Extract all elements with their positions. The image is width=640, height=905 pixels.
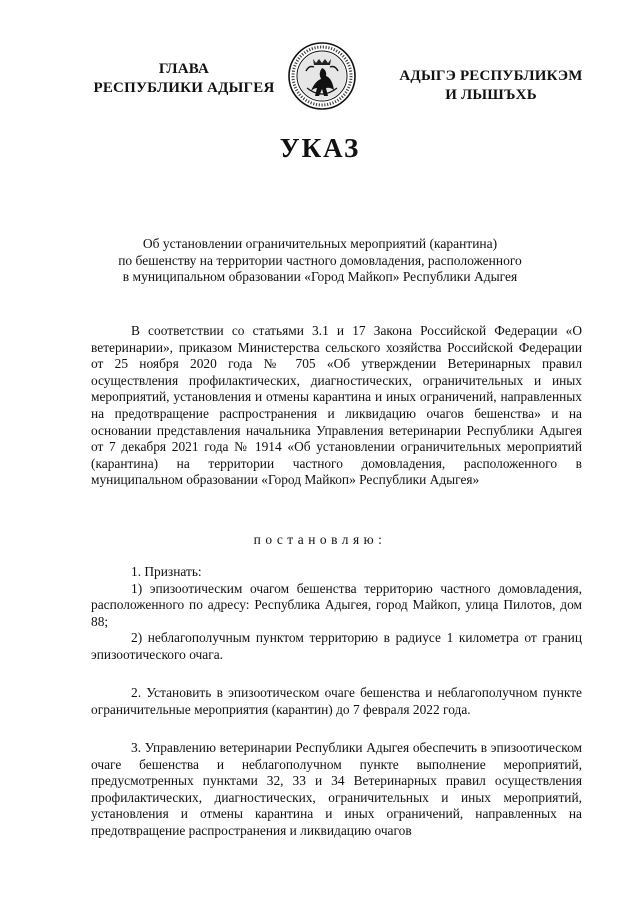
document-title: УКАЗ	[279, 133, 361, 163]
header-left-line2: РЕСПУБЛИКИ АДЫГЕЯ	[93, 80, 275, 96]
header-left-line1: ГЛАВА	[158, 61, 210, 77]
preamble-paragraph: В соответствии со статьями 3.1 и 17 Закона Российской Федерации «О ветеринарии», приказом Министерства сельского хозяйства Российской Федерации от 25 ноября 2020 года № 705 «Об утверждении Ветеринарных правил осуществления профилактических, диагностических, ограничительных и иных мероприятий, установления и отмены карантина и иных ограничений, направленных на предотвращение распространения и ликвидацию очагов бешенства» и на основании представления начальника Управления ветеринарии Республики Адыгея от 7 декабря 2021 года № 1914 «Об установлении ограничительных мероприятий (карантина) на территории частного домовладения, расположенного в муниципальном образовании «Город Майкоп» Республики Адыгея»	[91, 323, 582, 488]
preamble-block	[91, 323, 582, 489]
coat-of-arms-icon	[287, 41, 357, 111]
item-1	[91, 564, 582, 664]
subject-line-1: Об установлении ограничительных мероприятий (карантина)	[142, 236, 498, 251]
header-right-line2: И ЛЫШЪХЬ	[445, 87, 537, 103]
subject-line-3: в муниципальном образовании «Город Майкоп» Республики Адыгея	[122, 269, 518, 284]
header-right-block	[386, 67, 596, 105]
item-2	[91, 685, 582, 718]
item-3-text: 3. Управлению ветеринарии Республики Адыгея обеспечить в эпизоотическом очаге бешенства и неблагополучном пункте выполнение мероприятий, предусмотренных пунктами 32, 33 и 34 Ветеринарных правил осуществления профилактических, диагностических, ограничительных и иных мероприятий, установления и отмены карантина и иных ограничений, направленных на предотвращение распространения и ликвидацию очагов	[91, 740, 582, 838]
subject-line-2: по бешенству на территории частного домовладения, расположенного	[118, 252, 522, 268]
decree-word: постановляю:	[253, 532, 387, 547]
header-left-block	[84, 60, 284, 98]
item-1-head: 1. Признать:	[131, 564, 202, 579]
decree-subject	[90, 236, 550, 286]
item-3	[91, 740, 582, 840]
item-1-sub-2: 2) неблагополучным пунктом территорию в радиусе 1 километра от границ эпизоотического очага.	[91, 630, 582, 662]
item-1-sub-1: 1) эпизоотическим очагом бешенства территорию частного домовладения, расположенного по адресу: Республика Адыгея, город Майкоп, улица Пилотов, дом 88;	[91, 580, 582, 629]
header-right-line1: АДЫГЭ РЕСПУБЛИКЭМ	[399, 68, 583, 84]
item-2-text: 2. Установить в эпизоотическом очаге бешенства и неблагополучном пункте ограничительные мероприятия (карантин) до 7 февраля 2022 года.	[91, 685, 582, 717]
